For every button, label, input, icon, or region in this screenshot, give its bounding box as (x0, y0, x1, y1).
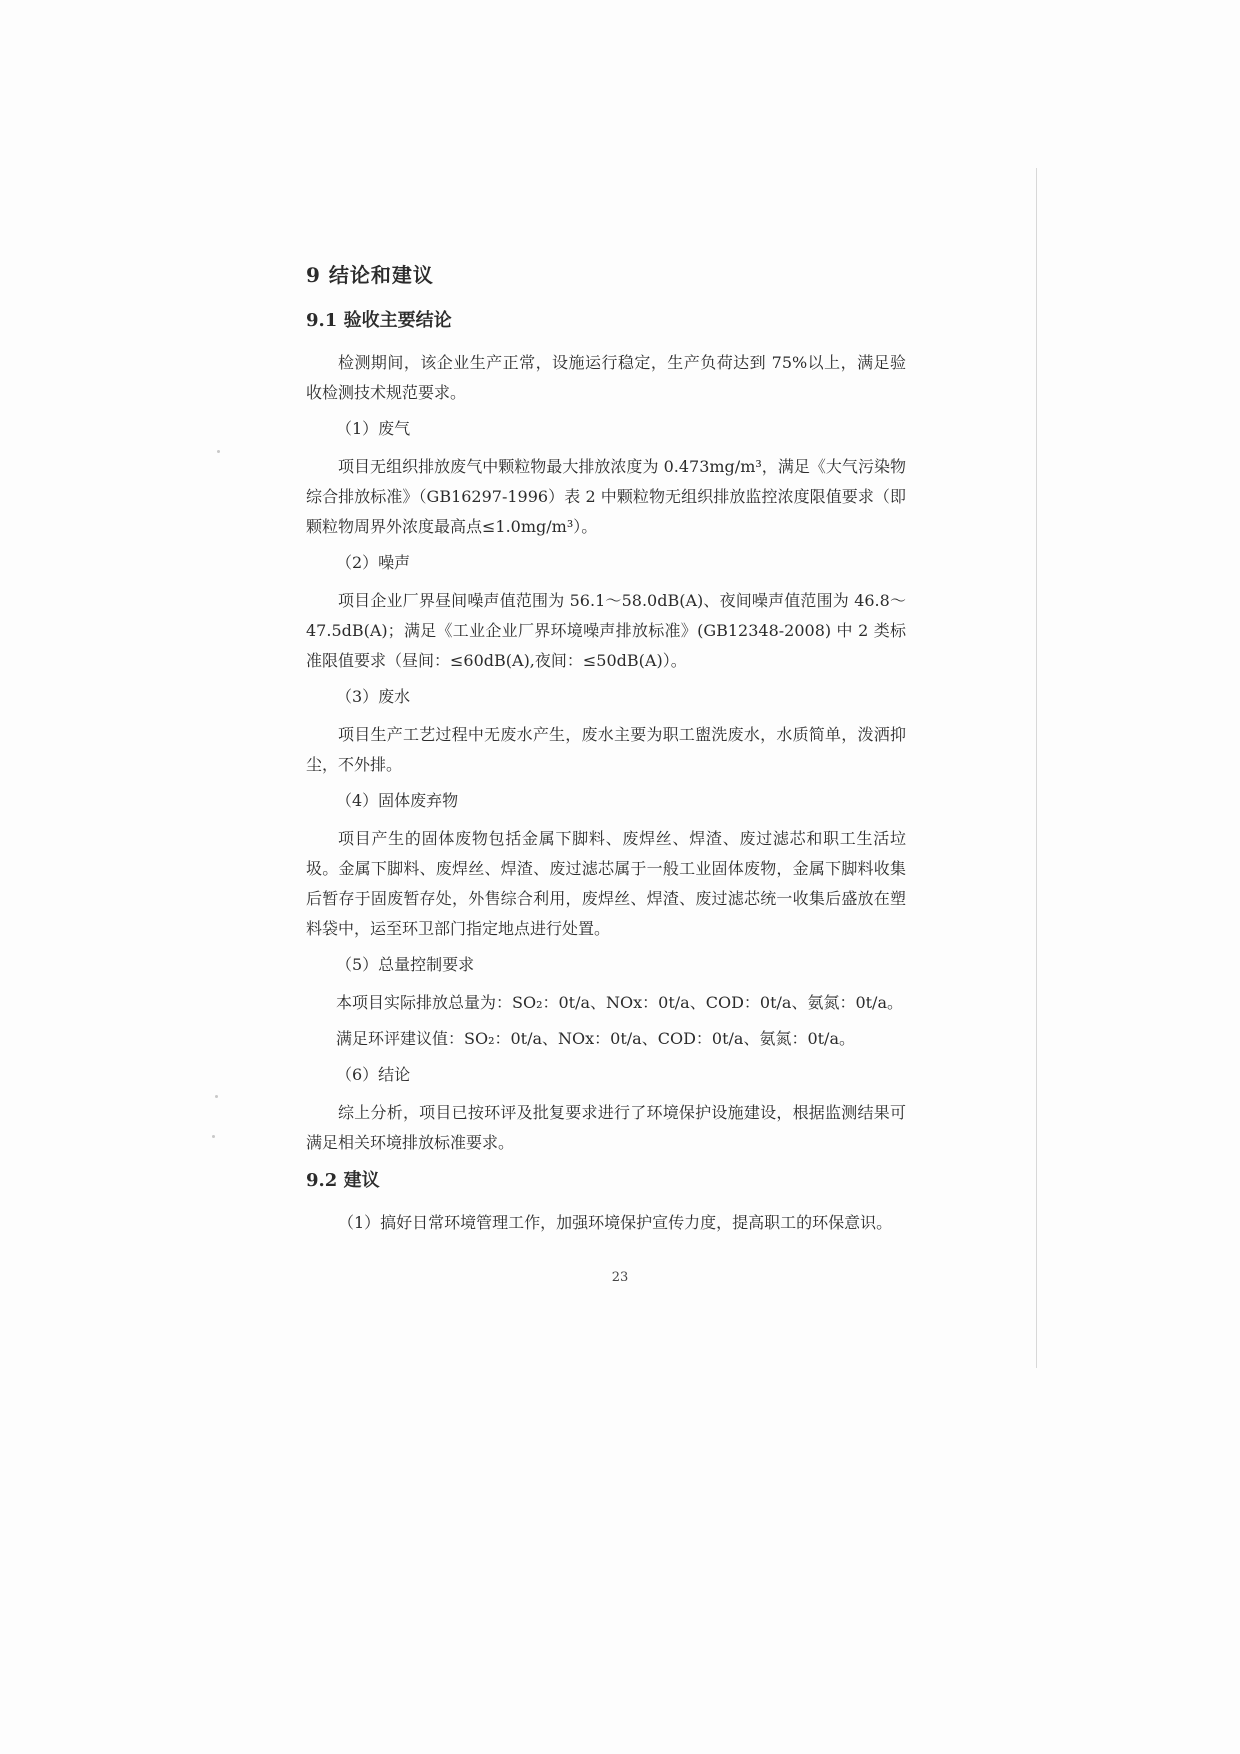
suggestion-paragraph: （1）搞好日常环境管理工作，加强环境保护宣传力度，提高职工的环保意识。 (338, 1213, 893, 1232)
item-text-noise: 项目企业厂界昼间噪声值范围为 56.1～58.0dB(A)、夜间噪声值范围为 46.8～47.5dB(A)；满足《工业企业厂界环境噪声排放标准》(GB12348-2008) 中 2 类标准限值要求（昼间：≤60dB(A),夜间：≤50dB(A)）。 (306, 591, 906, 670)
item-text-conclusion: 综上分析，项目已按环评及批复要求进行了环境保护设施建设，根据监测结果可满足相关环境排放标准要求。 (306, 1103, 906, 1152)
scan-edge-line (1036, 168, 1037, 1368)
intro-paragraph: 检测期间，该企业生产正常，设施运行稳定，生产负荷达到 75%以上，满足验收检测技术规范要求。 (306, 353, 906, 402)
item-label-noise: （2）噪声 (336, 553, 411, 572)
item-text-waste-water: 项目生产工艺过程中无废水产生，废水主要为职工盥洗废水，水质简单，泼洒抑尘，不外排。 (306, 725, 906, 774)
scan-speck (215, 1095, 218, 1098)
item-label-conclusion: （6）结论 (336, 1065, 411, 1084)
chapter-heading: 9 结论和建议 (306, 263, 434, 287)
item-label-solid-waste: （4）固体废弃物 (336, 791, 459, 810)
item-label-total-control: （5）总量控制要求 (336, 955, 475, 974)
total-control-eia-line: 满足环评建议值：SO₂：0t/a、NOx：0t/a、COD：0t/a、氨氮：0t/a。 (336, 1029, 855, 1048)
item-label-waste-gas: （1）废气 (336, 419, 411, 438)
item-text-waste-gas: 项目无组织排放废气中颗粒物最大排放浓度为 0.473mg/m³，满足《大气污染物综合排放标准》（GB16297-1996）表 2 中颗粒物无组织排放监控浓度限值要求（即颗粒物周界外浓度最高点≤1.0mg/m³）。 (306, 457, 906, 536)
total-control-actual-line: 本项目实际排放总量为：SO₂：0t/a、NOx：0t/a、COD：0t/a、氨氮：0t/a。 (336, 993, 903, 1012)
section-heading-9-1: 9.1 验收主要结论 (306, 310, 452, 331)
item-label-waste-water: （3）废水 (336, 687, 411, 706)
page-content (306, 258, 906, 1244)
scan-speck (212, 1135, 215, 1138)
page-number: 23 (611, 1270, 629, 1285)
scan-speck (217, 450, 220, 453)
section-heading-9-2: 9.2 建议 (306, 1170, 380, 1191)
item-text-solid-waste: 项目产生的固体废物包括金属下脚料、废焊丝、焊渣、废过滤芯和职工生活垃圾。金属下脚料、废焊丝、焊渣、废过滤芯属于一般工业固体废物，金属下脚料收集后暂存于固废暂存处，外售综合利用，废焊丝、焊渣、废过滤芯统一收集后盛放在塑料袋中，运至环卫部门指定地点进行处置。 (306, 829, 906, 938)
